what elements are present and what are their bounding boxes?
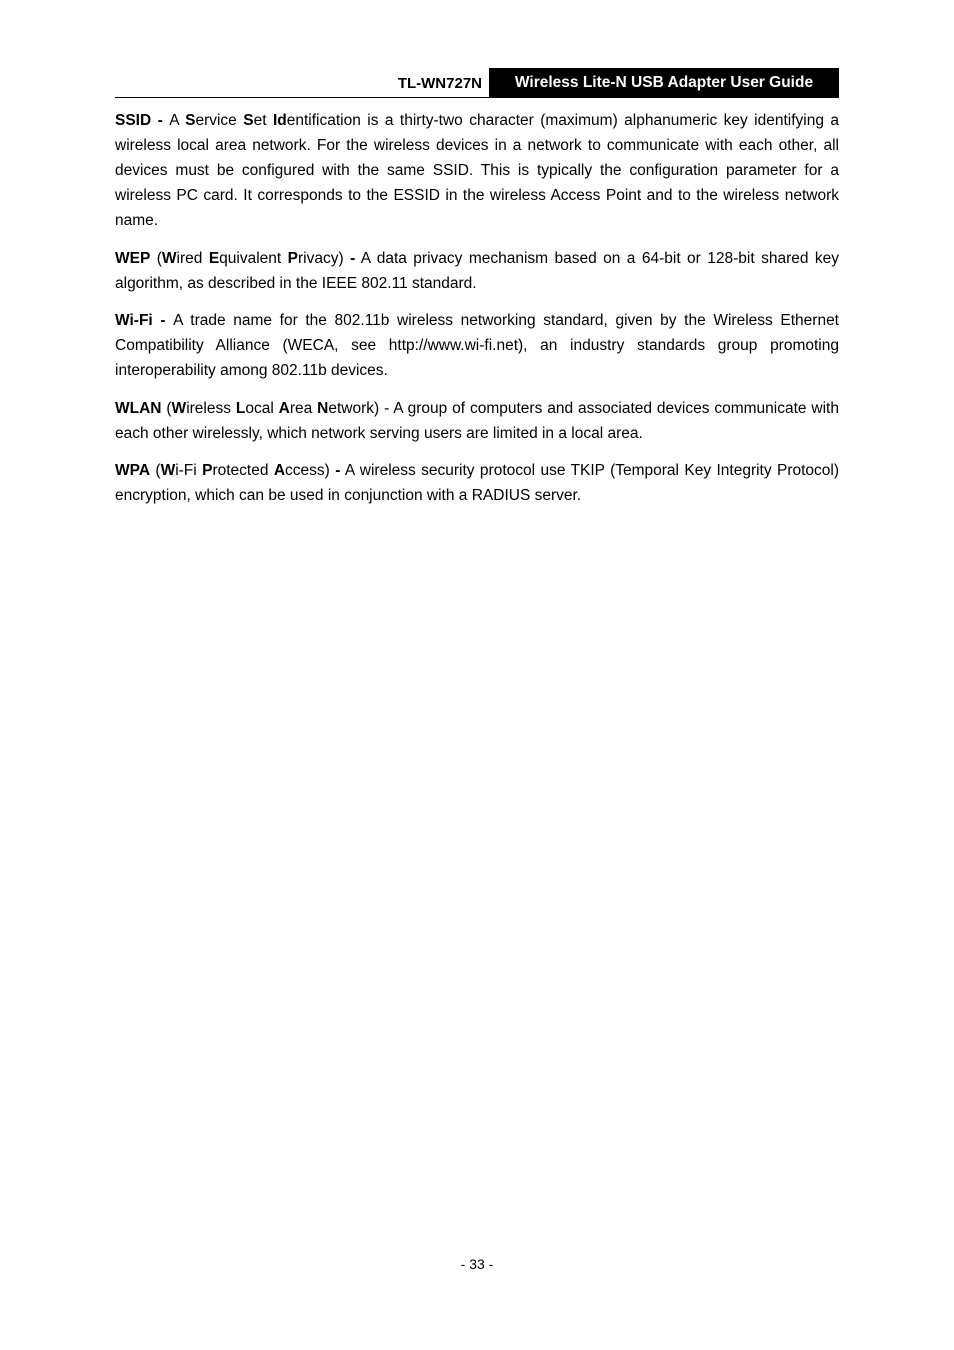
expansion-part: rea	[289, 399, 318, 417]
entry-separator: -	[151, 112, 170, 129]
model-name: TL-WN727N	[397, 75, 482, 92]
expansion-part: ired	[176, 249, 209, 267]
entry-definition: is a thirty-two character (maximum) alphanumeric key identifying a wireless local area network. For the wireless devices in a network to communicate with each other, all devices must be configured with the same SSID. This is typically the configuration parameter for a wireless PC card. It corresponds to the ESSID in the wireless Access Point and to the wireless network name.	[115, 112, 840, 229]
expansion-part: i-Fi	[175, 462, 203, 479]
entry-separator: (	[150, 249, 162, 267]
expansion-initial: W	[171, 399, 187, 417]
expansion-part: ccess)	[285, 462, 336, 479]
expansion-initial: E	[208, 249, 220, 267]
guide-title: Wireless Lite-N USB Adapter User Guide	[489, 68, 839, 97]
expansion-part: ireless	[186, 399, 236, 417]
glossary-entry-ssid	[115, 108, 839, 233]
expansion-initial: S	[243, 112, 254, 129]
entry-definition: A data privacy mechanism based on a 64-bit or 128-bit shared key algorithm, as described in the IEEE 802.11 standard.	[115, 249, 840, 292]
expansion-part: ocal	[245, 399, 279, 417]
expansion-initial: L	[235, 399, 246, 417]
expansion-part: rivacy)	[298, 249, 351, 267]
expansion-part: A	[169, 112, 186, 129]
entry-definition: - A group of computers and associated devices communicate with each other wirelessly, which network serving users are limited in a local area.	[115, 399, 839, 442]
entry-definition: A trade name for the 802.11b wireless networking standard, given by the Wireless Ethernet Compatibility Alliance (WECA, see http://www.wi-fi.net), an industry standards group promoting interoperability among 802.11b devices.	[115, 312, 839, 379]
entry-separator: (	[150, 462, 161, 479]
entry-term: Wi-Fi	[115, 312, 153, 329]
expansion-initial: W	[161, 249, 177, 267]
expansion-part: etwork)	[328, 399, 380, 417]
expansion-initial: S	[185, 112, 196, 129]
expansion-part: et	[253, 112, 273, 129]
glossary-entry-wifi	[115, 308, 839, 383]
entry-term: SSID	[115, 112, 152, 129]
glossary-entry-wep	[115, 246, 839, 296]
expansion-initial: Id	[272, 112, 287, 129]
expansion-dash: -	[350, 249, 356, 267]
entry-separator: -	[152, 312, 174, 329]
page-header	[115, 68, 839, 98]
expansion-initial: N	[317, 399, 329, 417]
expansion-initial: W	[160, 462, 176, 479]
expansion-initial: P	[287, 249, 298, 267]
expansion-dash: -	[335, 462, 341, 479]
expansion-part: quivalent	[219, 249, 288, 267]
entry-definition: A wireless security protocol use TKIP (Temporal Key Integrity Protocol) encryption, which can be used in conjunction with a RADIUS server.	[115, 462, 840, 504]
glossary-entry-wpa	[115, 458, 839, 508]
entry-term: WLAN	[115, 399, 162, 417]
expansion-part: ervice	[195, 112, 244, 129]
expansion-initial: A	[273, 462, 286, 479]
page-number: - 33 -	[460, 1256, 494, 1272]
entry-separator: (	[161, 399, 172, 417]
expansion-initial: A	[278, 399, 290, 417]
glossary-content	[115, 108, 839, 521]
expansion-part: entification	[286, 112, 361, 129]
expansion-initial: P	[202, 462, 213, 479]
entry-term: WEP	[115, 249, 151, 267]
entry-term: WPA	[115, 462, 151, 479]
glossary-entry-wlan	[115, 396, 839, 446]
expansion-part: rotected	[212, 462, 274, 479]
